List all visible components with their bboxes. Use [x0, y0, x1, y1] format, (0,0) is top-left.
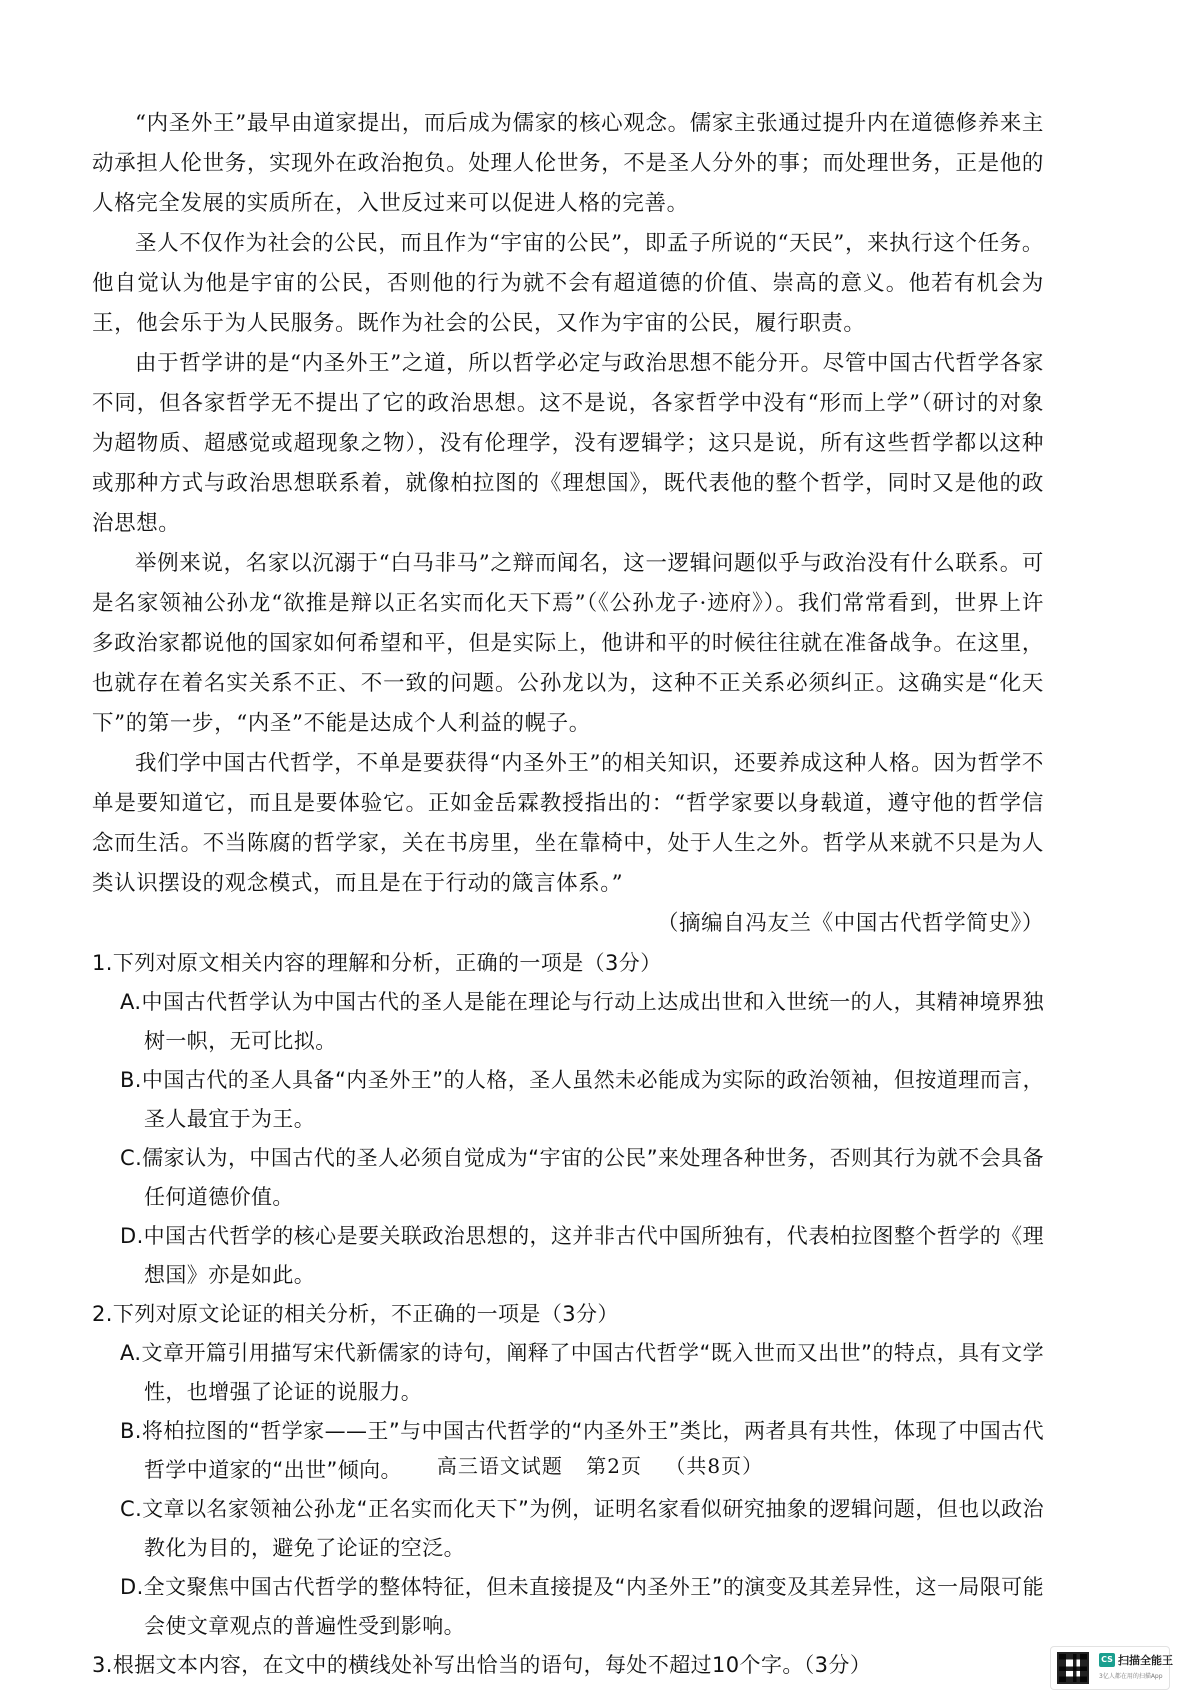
page-footer: [0, 1450, 1200, 1479]
option-a: A.中国古代哲学认为中国古代的圣人是能在理论与行动上达成出世和入世统一的人，其精神境界独树一帜，无可比拟。: [120, 990, 1044, 1053]
passage-paragraph-5: 我们学中国古代哲学，不单是要获得“内圣外王”的相关知识，还要养成这种人格。因为哲学不单是要知道它，而且是要体验它。正如金岳霖教授指出的：“哲学家要以身载道，遵守他的哲学信念而生活。不当陈腐的哲学家，关在书房里，坐在靠椅中，处于人生之外。哲学从来就不只是为人类认识摆设的观念模式，而且是在于行动的箴言体系。”: [92, 751, 1044, 896]
question-1: [92, 944, 1044, 1295]
reading-passage: [92, 104, 1044, 944]
option-c: C.文章以名家领袖公孙龙“正名实而化天下”为例，证明名家看似研究抽象的逻辑问题，但也以政治教化为目的，避免了论证的空泛。: [120, 1497, 1044, 1560]
question-3: [92, 1646, 1044, 1685]
question-stem: 3.根据文本内容，在文中的横线处补写出恰当的语句，每处不超过10个字。（3分）: [92, 1653, 872, 1677]
footer-total-pages: （共8页）: [665, 1454, 764, 1478]
footer-subject: 高三语文试题: [436, 1454, 563, 1478]
camscanner-logo: CS: [1099, 1653, 1115, 1667]
passage-paragraph-1: “内圣外王”最早由道家提出，而后成为儒家的核心观念。儒家主张通过提升内在道德修养来主动承担人伦世务，实现外在政治抱负。处理人伦世务，不是圣人分外的事；而处理世务，正是他的人格完全发展的实质所在，入世反过来可以促进人格的完善。: [92, 111, 1044, 216]
passage-source: （摘编自冯友兰《中国古代哲学简史》）: [656, 911, 1044, 936]
option-d: D.全文聚焦中国古代哲学的整体特征，但未直接提及“内圣外王”的演变及其差异性，这一局限可能会使文章观点的普遍性受到影响。: [120, 1575, 1044, 1638]
option-b: B.中国古代的圣人具备“内圣外王”的人格，圣人虽然未必能成为实际的政治领袖，但按道理而言，圣人最宜于为王。: [120, 1068, 1044, 1131]
option-d: D.中国古代哲学的核心是要关联政治思想的，这并非古代中国所独有，代表柏拉图整个哲学的《理想国》亦是如此。: [120, 1224, 1044, 1287]
passage-paragraph-4: 举例来说，名家以沉溺于“白马非马”之辩而闻名，这一逻辑问题似乎与政治没有什么联系。可是名家领袖公孙龙“欲推是辩以正名实而化天下焉”（《公孙龙子·迹府》）。我们常常看到，世界上许多政治家都说他的国家如何希望和平，但是实际上，他讲和平的时候往往就在准备战争。在这里，也就存在着名实关系不正、不一致的问题。公孙龙以为，这种不正关系必须纠正。这确实是“化天下”的第一步，“内圣”不能是达成个人利益的幌子。: [92, 551, 1044, 736]
passage-paragraph-2: 圣人不仅作为社会的公民，而且作为“宇宙的公民”，即孟子所说的“天民”，来执行这个任务。他自觉认为他是宇宙的公民，否则他的行为就不会有超道德的价值、崇高的意义。他若有机会为王，他会乐于为人民服务。既作为社会的公民，又作为宇宙的公民，履行职责。: [92, 231, 1044, 336]
watermark-tagline: 3亿人都在用的扫描App: [1099, 1673, 1163, 1680]
footer-page-number: 第2页: [586, 1454, 642, 1478]
scanner-watermark: [1050, 1646, 1173, 1690]
question-stem: 1.下列对原文相关内容的理解和分析，正确的一项是（3分）: [92, 951, 662, 975]
option-c: C.儒家认为，中国古代的圣人必须自觉成为“宇宙的公民”来处理各种世务，否则其行为就不会具备任何道德价值。: [120, 1146, 1044, 1209]
option-b: B.将柏拉图的“哲学家——王”与中国古代哲学的“内圣外王”类比，两者具有共性，体现了中国古代哲学中道家的“出世”倾向。: [120, 1419, 1044, 1482]
qr-code-icon: [1057, 1652, 1089, 1684]
exam-content: [92, 104, 1044, 1685]
question-stem: 2.下列对原文论证的相关分析，不正确的一项是（3分）: [92, 1302, 619, 1326]
passage-paragraph-3: 由于哲学讲的是“内圣外王”之道，所以哲学必定与政治思想不能分开。尽管中国古代哲学各家不同，但各家哲学无不提出了它的政治思想。这不是说，各家哲学中没有“形而上学”（研讨的对象为超物质、超感觉或超现象之物），没有伦理学，没有逻辑学；这只是说，所有这些哲学都以这种或那种方式与政治思想联系着，就像柏拉图的《理想国》，既代表他的整个哲学，同时又是他的政治思想。: [92, 351, 1044, 536]
watermark-brand: 扫描全能王: [1118, 1654, 1173, 1667]
option-a: A.文章开篇引用描写宋代新儒家的诗句，阐释了中国古代哲学“既入世而又出世”的特点，具有文学性，也增强了论证的说服力。: [120, 1341, 1044, 1404]
